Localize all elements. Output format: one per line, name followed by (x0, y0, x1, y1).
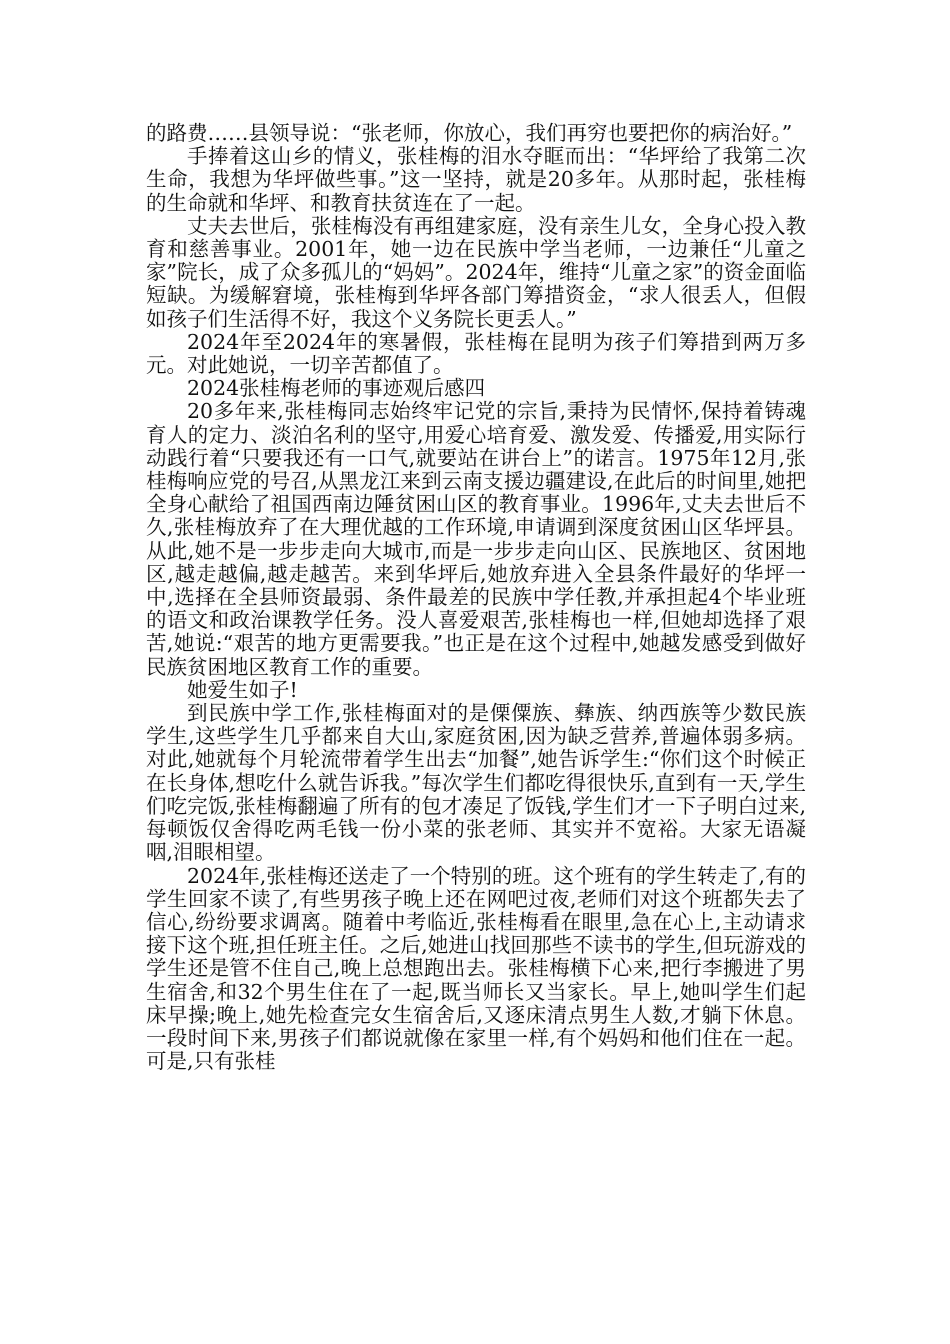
document-body (146, 122, 806, 1073)
paragraph-5: 20多年来,张桂梅同志始终牢记党的宗旨,秉持为民情怀,保持着铸魂育人的定力、淡泊名利的坚守,用爱心培育爱、激发爱、传播爱,用实际行动践行着“只要我还有一口气,就要站在讲台上”的诺言。1975年12月,张桂梅响应党的号召,从黑龙江来到云南支援边疆建设,在此后的时间里,她把全身心献给了祖国西南边陲贫困山区的教育事业。1996年,丈夫去世后不久,张桂梅放弃了在大理优越的工作环境,申请调到深度贫困山区华坪县。从此,她不是一步步走向大城市,而是一步步走向山区、民族地区、贫困地区,越走越偏,越走越苦。来到华坪后,她放弃进入全县条件最好的华坪一中,选择在全县师资最弱、条件最差的民族中学任教,并承担起4个毕业班的语文和政治课教学任务。没人喜爱艰苦,张桂梅也一样,但她却选择了艰苦,她说:“艰苦的地方更需要我。”也正是在这个过程中,她越发感受到做好民族贫困地区教育工作的重要。 (146, 399, 806, 679)
section-heading: 2024张桂梅老师的事迹观后感四 (187, 376, 486, 401)
paragraph-3: 丈夫去世后，张桂梅没有再组建家庭，没有亲生儿女，全身心投入教育和慈善事业。2001年，她一边在民族中学当老师，一边兼任“儿童之家”院长，成了众多孤儿的“妈妈”。2024年，维持“儿童之家”的资金面临短缺。为缓解窘境，张桂梅到华坪各部门筹措资金，“求人很丢人，但假如孩子们生活得不好，我这个义务院长更丢人。” (146, 213, 806, 331)
paragraph-6: 到民族中学工作,张桂梅面对的是傈僳族、彝族、纳西族等少数民族学生,这些学生几乎都来自大山,家庭贫困,因为缺乏营养,普遍体弱多病。对此,她就每个月轮流带着学生出去“加餐”,她告诉学生:“你们这个时候正在长身体,想吃什么就告诉我。”每次学生们都吃得很快乐,直到有一天,学生们吃完饭,张桂梅翻遍了所有的包才凑足了饭钱,学生们才一下子明白过来,每顿饭仅舍得吃两毛钱一份小菜的张老师、其实并不宽裕。大家无语凝咽,泪眼相望。 (146, 701, 806, 865)
paragraph-4: 2024年至2024年的寒暑假，张桂梅在昆明为孩子们筹措到两万多元。对此她说，一切辛苦都值了。 (146, 329, 806, 378)
subheading: 她爱生如子! (187, 677, 298, 702)
paragraph-1: 的路费……县领导说：“张老师，你放心，我们再穷也要把你的病治好。” (146, 121, 793, 145)
paragraph-2: 手捧着这山乡的情义，张桂梅的泪水夺眶而出：“华坪给了我第二次生命，我想为华坪做些事。”这一坚持，就是20多年。从那时起，张桂梅的生命就和华坪、和教育扶贫连在了一起。 (146, 144, 806, 215)
paragraph-7: 2024年,张桂梅还送走了一个特别的班。这个班有的学生转走了,有的学生回家不读了,有些男孩子晚上还在网吧过夜,老师们对这个班都失去了信心,纷纷要求调离。随着中考临近,张桂梅看在眼里,急在心上,主动请求接下这个班,担任班主任。之后,她进山找回那些不读书的学生,但玩游戏的学生还是管不住自己,晚上总想跑出去。张桂梅横下心来,把行李搬进了男生宿舍,和32个男生住在了一起,既当师长又当家长。早上,她叫学生们起床早操;晚上,她先检查完女生宿舍后,又逐床清点男生人数,才躺下休息。一段时间下来,男孩子们都说就像在家里一样,有个妈妈和他们住在一起。可是,只有张桂 (146, 863, 806, 1074)
